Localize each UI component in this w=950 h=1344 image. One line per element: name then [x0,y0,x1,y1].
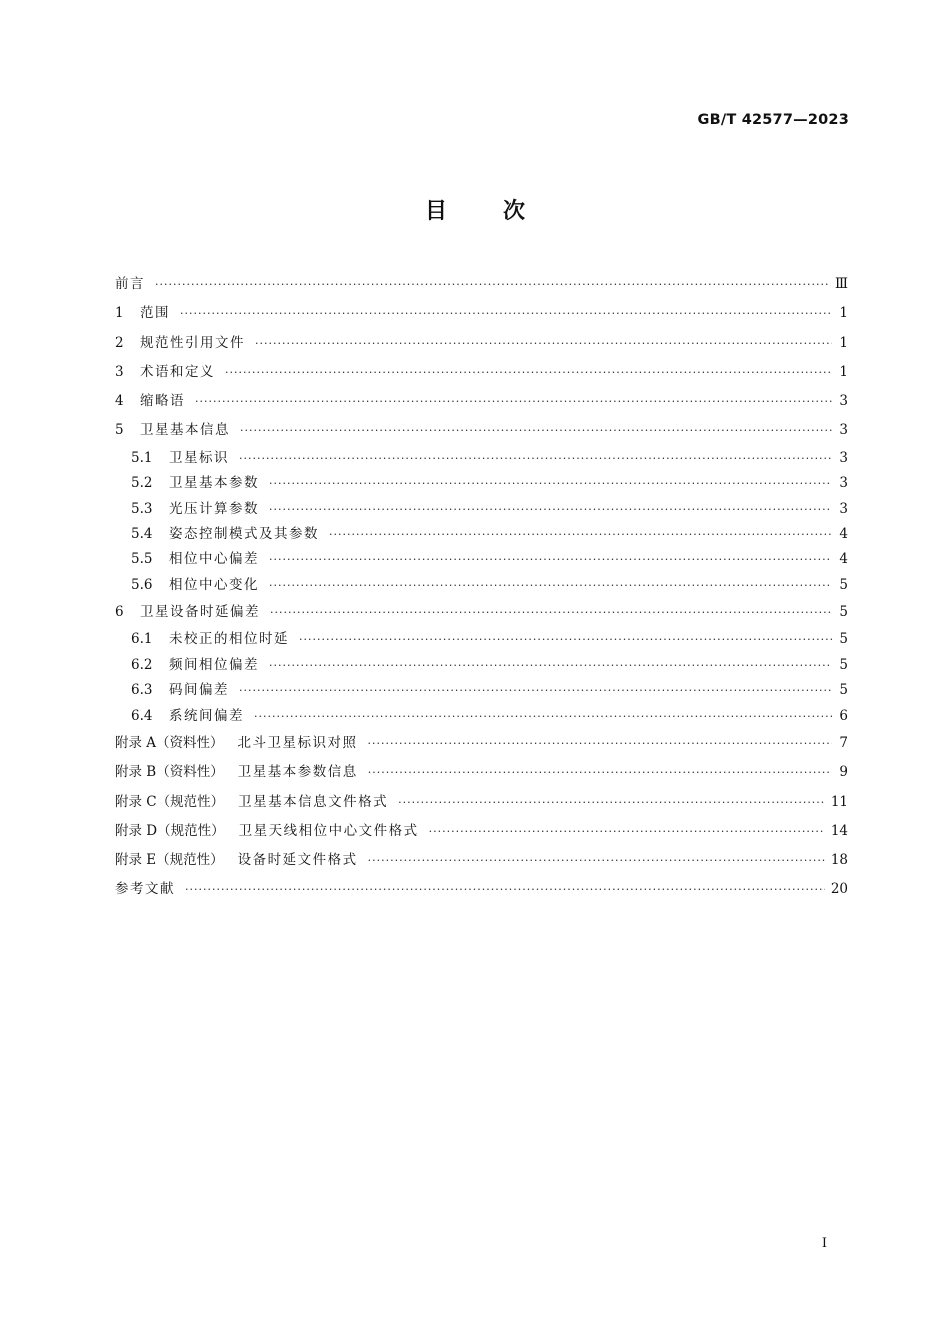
toc-entry-label: 参考文献 [115,881,175,898]
toc-entry[interactable] [115,653,848,678]
toc-entry-number: 5.3 [131,500,153,517]
toc-entry-page: 14 [830,822,848,839]
toc-entry[interactable] [115,329,848,358]
toc-entry-page: 5 [839,576,848,593]
toc-entry-number: 5.2 [131,475,153,492]
toc-entry-page: 3 [839,475,848,492]
toc-entry[interactable] [115,788,848,817]
toc-entry[interactable] [115,678,848,703]
toc-entry-page: 7 [839,734,848,751]
toc-entry-number: 5.6 [131,576,153,593]
toc-leader-dots [180,299,832,328]
toc-entry-page: 3 [839,393,848,410]
toc-entry-number: 2 [115,334,124,351]
toc-leader-dots [269,497,832,522]
toc-entry-page: 5 [839,631,848,648]
toc-entry-number: 5.1 [131,449,153,466]
toc-leader-dots [368,729,832,758]
toc-entry-label: 未校正的相位时延 [169,631,289,648]
toc-leader-dots [329,522,832,547]
toc-entry-label: 系统间偏差 [169,707,244,724]
toc-entry-label: 卫星基本信息文件格式 [238,793,389,810]
toc-entry-label: 缩略语 [140,393,185,410]
toc-entry[interactable] [115,729,848,758]
toc-entry[interactable] [115,758,848,787]
toc-entry-page: 5 [839,604,848,621]
toc-entry[interactable] [115,598,848,627]
toc-entry-label: 姿态控制模式及其参数 [169,525,319,542]
toc-leader-dots [240,416,832,445]
toc-leader-dots [368,758,832,787]
toc-entry[interactable] [115,846,848,875]
toc-entry[interactable] [115,875,848,904]
toc-entry-label: 光压计算参数 [169,500,259,517]
toc-entry[interactable] [115,358,848,387]
toc-leader-dots [155,270,829,299]
toc-entry-page: 4 [839,551,848,568]
toc-leader-dots [239,446,832,471]
toc-entry-label: 术语和定义 [140,363,215,380]
toc-entry-label: 前言 [115,276,145,292]
toc-entry[interactable] [115,471,848,496]
standard-code: GB/T 42577—2023 [697,112,849,128]
toc-entry-number: 1 [115,305,124,322]
toc-entry-number: 附录 D（规范性） [115,822,225,839]
toc-leader-dots [368,846,825,875]
toc-entry-number: 6.1 [131,631,153,648]
toc-entry-label: 规范性引用文件 [140,334,245,351]
toc-entry-label: 频间相位偏差 [169,656,259,673]
toc-entry-label: 卫星基本信息 [140,422,230,439]
toc-entry-number: 4 [115,393,124,410]
toc-entry-number: 5 [115,422,124,439]
toc-entry-page: 5 [839,682,848,699]
toc-entry-label: 北斗卫星标识对照 [237,734,358,751]
toc-entry-label: 卫星设备时延偏差 [140,604,260,621]
page-title [0,194,950,225]
toc-leader-dots [269,547,832,572]
toc-entry-number: 附录 E（规范性） [115,852,224,869]
toc-leader-dots [398,788,825,817]
toc-entry[interactable] [115,416,848,445]
toc-entry-page: 5 [839,656,848,673]
toc-leader-dots [269,653,832,678]
toc-entry-page: 18 [830,852,848,869]
toc-leader-dots [299,627,832,652]
toc-entry-label: 范围 [140,305,170,322]
toc-leader-dots [270,598,832,627]
toc-entry[interactable] [115,547,848,572]
toc-entry[interactable] [115,627,848,652]
toc-entry-label: 相位中心变化 [169,576,259,593]
toc-entry-page: 3 [839,449,848,466]
toc-entry-number: 附录 A（资料性） [115,734,224,751]
toc-entry-number: 6 [115,604,124,621]
toc-entry-page: 4 [839,525,848,542]
toc-entry-number: 附录 B（资料性） [115,764,224,781]
toc-entry-page: Ⅲ [834,276,848,292]
toc-entry-label: 相位中心偏差 [169,551,259,568]
toc-entry-number: 6.3 [131,682,153,699]
toc-entry-number: 3 [115,363,124,380]
toc-entry-page: 9 [839,764,848,781]
title-char-left: 目 [424,199,447,224]
toc-leader-dots [429,817,825,846]
toc-entry-number: 5.5 [131,551,153,568]
toc-entry[interactable] [115,817,848,846]
toc-entry-number: 6.4 [131,707,153,724]
toc-leader-dots [185,875,825,904]
title-char-right: 次 [503,199,526,224]
toc-entry-page: 6 [839,707,848,724]
toc-entry[interactable] [115,573,848,598]
toc-entry-label: 设备时延文件格式 [237,852,358,869]
table-of-contents [115,270,848,905]
toc-entry[interactable] [115,270,848,299]
toc-entry-page: 1 [839,363,848,380]
page-number: Ⅰ [821,1236,827,1251]
toc-entry[interactable] [115,387,848,416]
toc-entry[interactable] [115,497,848,522]
toc-entry[interactable] [115,522,848,547]
toc-leader-dots [195,387,832,416]
toc-entry-label: 卫星天线相位中心文件格式 [238,822,419,839]
toc-entry-page: 20 [830,881,848,898]
toc-entry-label: 卫星标识 [169,449,229,466]
toc-leader-dots [239,678,832,703]
toc-entry-label: 码间偏差 [169,682,229,699]
toc-entry-page: 11 [830,793,848,810]
toc-entry-number: 附录 C（规范性） [115,793,225,810]
toc-entry-number: 6.2 [131,656,153,673]
toc-entry[interactable] [115,704,848,729]
toc-entry[interactable] [115,446,848,471]
toc-leader-dots [225,358,832,387]
toc-leader-dots [269,471,832,496]
toc-entry-label: 卫星基本参数 [169,475,259,492]
toc-entry-label: 卫星基本参数信息 [237,764,358,781]
toc-leader-dots [255,329,832,358]
toc-entry-number: 5.4 [131,525,153,542]
toc-entry[interactable] [115,299,848,328]
toc-entry-page: 3 [839,500,848,517]
toc-entry-page: 3 [839,422,848,439]
toc-entry-page: 1 [839,334,848,351]
toc-leader-dots [254,704,832,729]
toc-entry-page: 1 [839,305,848,322]
toc-leader-dots [269,573,832,598]
